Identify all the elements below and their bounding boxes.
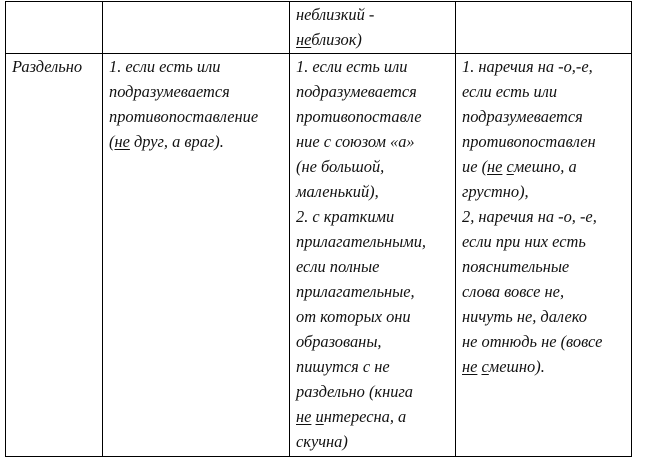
text-line: [296, 79, 451, 104]
text-line: [462, 204, 627, 229]
text-segment: 1. если есть или: [109, 57, 221, 76]
table-row: [6, 54, 632, 457]
text-segment: не отнюдь не (вовсе: [462, 332, 603, 351]
text-segment: образованы,: [296, 332, 382, 351]
underlined-text: не: [296, 30, 312, 49]
text-line: [462, 154, 627, 179]
text-line: [296, 204, 451, 229]
text-segment: раздельно (книга: [296, 382, 413, 401]
text-segment: 2. с краткими: [296, 207, 395, 226]
underlined-text: не: [487, 157, 503, 176]
table-cell: [103, 2, 290, 54]
text-line: [462, 129, 627, 154]
text-segment: мешно).: [488, 357, 545, 376]
spelling-rules-table: [5, 1, 632, 457]
text-segment: скучна): [296, 432, 348, 451]
underlined-text: не: [462, 357, 478, 376]
text-line: [462, 279, 627, 304]
text-line: [296, 129, 451, 154]
text-segment: подразумевается: [296, 82, 417, 101]
text-line: [109, 104, 285, 129]
text-segment: 1. наречия на -о,-е,: [462, 57, 593, 76]
text-segment: прилагательные,: [296, 282, 415, 301]
text-line: [296, 154, 451, 179]
text-segment: если при них есть: [462, 232, 586, 251]
text-segment: ие (: [462, 157, 488, 176]
text-segment: если есть или: [462, 82, 558, 101]
text-segment: если полные: [296, 257, 380, 276]
text-segment: пишутся с не: [296, 357, 390, 376]
text-line: [462, 329, 627, 354]
text-segment: друг, а враг).: [129, 132, 224, 151]
underlined-text: с: [481, 357, 489, 376]
text-segment: пояснительные: [462, 257, 570, 276]
text-segment: близок): [311, 30, 362, 49]
text-line: [462, 104, 627, 129]
text-line: [296, 429, 451, 454]
text-segment: 1. если есть или: [296, 57, 408, 76]
text-line: [109, 129, 285, 154]
cell-text: [296, 2, 451, 52]
text-line: [462, 179, 627, 204]
text-line: [462, 54, 627, 79]
text-segment: нтересна, а: [323, 407, 407, 426]
underlined-text: с: [506, 157, 514, 176]
row-label: Раздельно: [12, 57, 83, 76]
text-segment: 2, наречия на -о, -е,: [462, 207, 597, 226]
text-segment: маленький),: [296, 182, 379, 201]
text-line: [462, 354, 627, 379]
text-segment: ничуть не, далеко: [462, 307, 587, 326]
text-line: [462, 229, 627, 254]
text-line: [296, 354, 451, 379]
table-cell-adjectives: [290, 54, 456, 457]
text-segment: подразумевается: [109, 82, 230, 101]
text-line: [109, 54, 285, 79]
text-segment: неблизкий -: [296, 5, 375, 24]
text-segment: прилагательными,: [296, 232, 427, 251]
text-segment: противопоставление: [109, 107, 259, 126]
text-segment: от которых они: [296, 307, 411, 326]
text-line: [296, 27, 451, 52]
text-line: [462, 254, 627, 279]
text-line: [296, 104, 451, 129]
text-line: [462, 304, 627, 329]
underlined-text: и: [315, 407, 324, 426]
text-segment: ние с союзом «а»: [296, 132, 415, 151]
text-line: [296, 404, 451, 429]
cell-text: [296, 54, 451, 454]
text-segment: (: [109, 132, 115, 151]
text-segment: слова вовсе не,: [462, 282, 565, 301]
row-label-cell: [6, 54, 103, 457]
text-line: [296, 54, 451, 79]
text-line: [109, 79, 285, 104]
cell-text: [109, 54, 285, 154]
text-line: [296, 279, 451, 304]
table-cell-nouns: [103, 54, 290, 457]
cell-text: [462, 54, 627, 379]
text-line: [296, 229, 451, 254]
text-segment: противопоставлен: [462, 132, 596, 151]
text-segment: грустно),: [462, 182, 529, 201]
text-line: [296, 379, 451, 404]
table-cell: [6, 2, 103, 54]
text-line: [296, 254, 451, 279]
text-line: [462, 79, 627, 104]
text-line: [296, 2, 451, 27]
table-cell-adverbs: [456, 54, 632, 457]
table-row: [6, 2, 632, 54]
text-line: [296, 179, 451, 204]
text-segment: подразумевается: [462, 107, 583, 126]
text-segment: мешно, а: [513, 157, 577, 176]
underlined-text: не: [114, 132, 130, 151]
text-segment: (не большой,: [296, 157, 385, 176]
underlined-text: не: [296, 407, 312, 426]
text-segment: противопоставле: [296, 107, 422, 126]
text-line: [296, 329, 451, 354]
table-cell-adjectives-continued: [290, 2, 456, 54]
text-line: [296, 304, 451, 329]
table-cell: [456, 2, 632, 54]
